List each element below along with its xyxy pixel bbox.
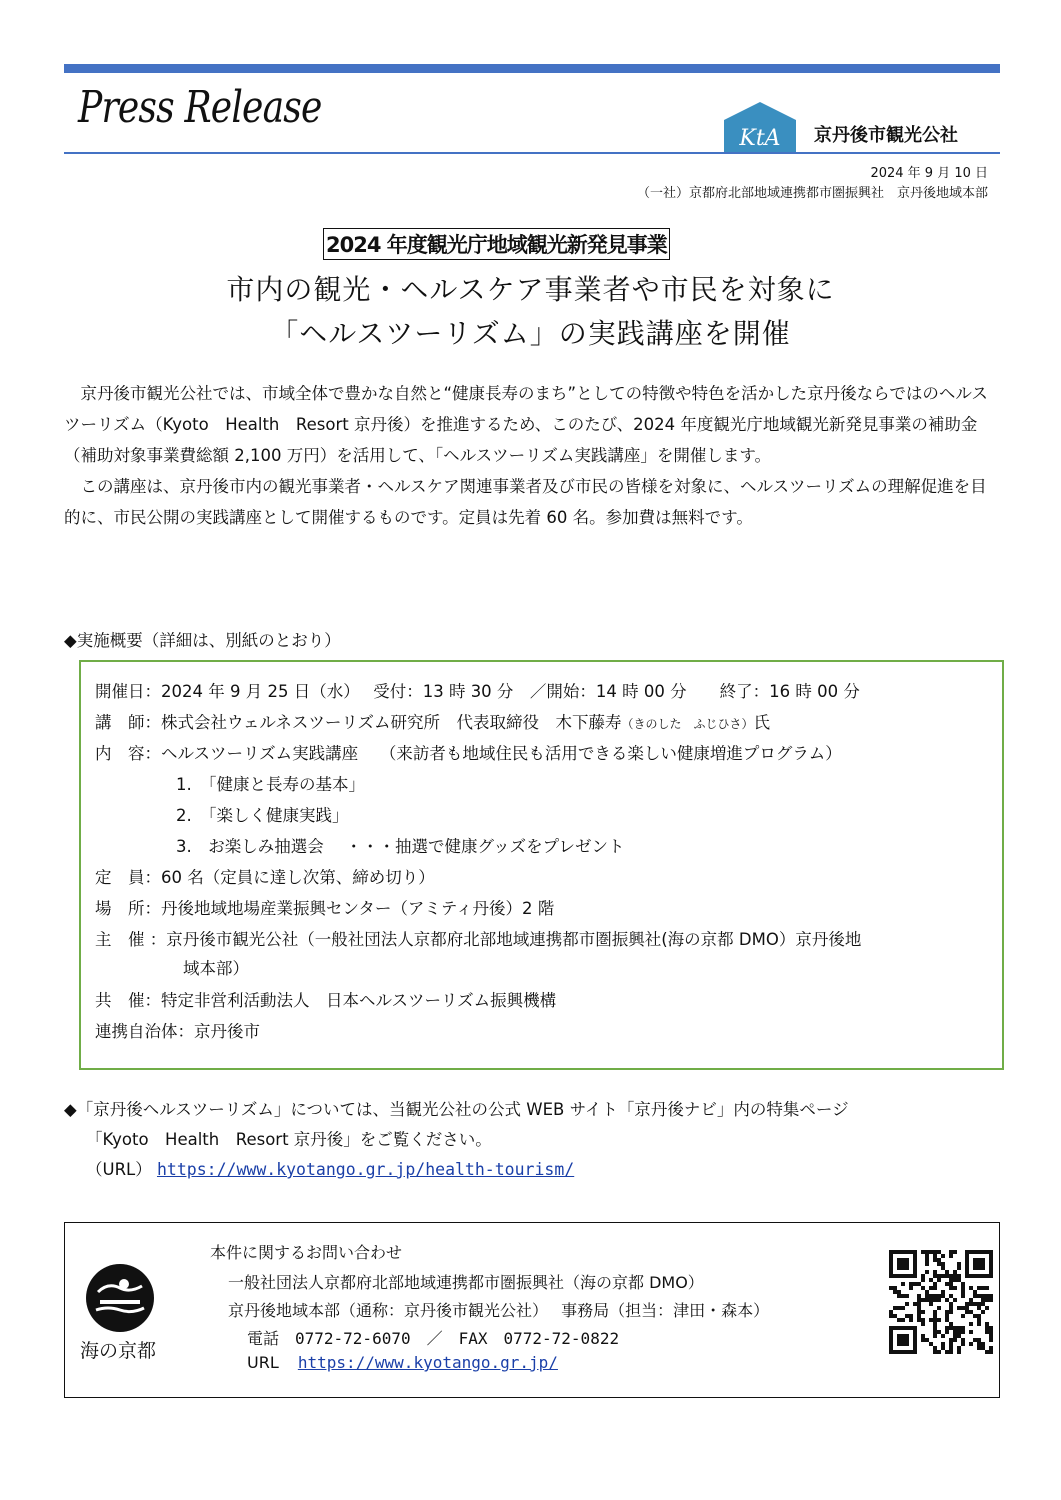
detail-partner-row [95, 1018, 260, 1042]
detail-content-label: 内 容： [95, 744, 161, 763]
contact-dept: 京丹後地域本部（通称：京丹後市観光公社） 事務局（担当：津田・森本） [228, 1301, 770, 1320]
details-box [79, 660, 1004, 1070]
org-name: 京丹後市観光公社 [814, 125, 958, 146]
program-item-1: 1. 「健康と長寿の基本」 [176, 775, 365, 794]
body-paragraphs [64, 378, 999, 533]
kyotango-site-link[interactable]: https://www.kyotango.gr.jp/ [297, 1353, 558, 1372]
contact-url-row [247, 1353, 558, 1372]
detail-lecturer-reading: （きのした ふじひさ） [621, 717, 754, 731]
detail-capacity-label: 定 員： [95, 868, 161, 887]
issuer: （一社）京都府北部地域連携都市圏振興社 京丹後地域本部 [636, 186, 988, 201]
project-tag: 2024 年度観光庁地域観光新発見事業 [323, 228, 670, 260]
release-date: 2024 年 9 月 10 日 [870, 166, 988, 181]
headline-line-1: 市内の観光・ヘルスケア事業者や市民を対象に [226, 273, 835, 306]
program-item-2: 2. 「楽しく健康実践」 [176, 806, 349, 825]
website-note [64, 1095, 849, 1185]
detail-content-row [95, 740, 842, 764]
umi-no-kyoto-logo [84, 1262, 156, 1334]
detail-venue-label: 場 所： [95, 899, 161, 918]
detail-organizer-row [95, 926, 861, 950]
qr-code-icon[interactable] [889, 1250, 993, 1354]
detail-organizer-label: 主 催 ： [95, 930, 167, 949]
detail-lecturer-label: 講 師： [95, 713, 161, 732]
detail-cohost-value: 特定非営利活動法人 日本ヘルスツーリズム振興機構 [161, 991, 557, 1010]
details-heading: ◆実施概要（詳細は、別紙のとおり） [64, 631, 341, 650]
kta-house-logo [722, 100, 798, 154]
detail-venue-row [95, 895, 554, 919]
contact-url-label: URL [247, 1353, 279, 1372]
detail-organizer-value: 京丹後市観光公社（一般社団法人京都府北部地域連携都市圏振興社(海の京都 DMO）京丹後地 [166, 930, 862, 949]
detail-lecturer-row [95, 709, 770, 733]
detail-capacity-value: 60 名（定員に達し次第、締め切り） [161, 868, 435, 887]
detail-partner-label: 連携自治体： [95, 1022, 194, 1041]
contact-heading: 本件に関するお問い合わせ [210, 1243, 403, 1262]
detail-date-label: 開催日： [95, 682, 161, 701]
detail-capacity-row [95, 864, 435, 888]
header-top-bar [64, 64, 1000, 73]
health-tourism-link[interactable]: https://www.kyotango.gr.jp/health-tourism/ [156, 1160, 575, 1179]
org-logo-lettering: KtA [739, 126, 781, 151]
detail-date-value: 2024 年 9 月 25 日（水） 受付：13 時 30 分 ／開始：14 時 00 分 終了：16 時 00 分 [161, 682, 860, 701]
detail-lecturer-suffix: 氏 [753, 713, 771, 732]
detail-date-row [95, 678, 860, 702]
contact-phone-fax: 電話 0772-72-6070 ／ FAX 0772-72-0822 [247, 1329, 620, 1348]
press-release-title: Press Release [78, 82, 322, 133]
note-url-row [64, 1155, 849, 1185]
body-paragraph-1: 京丹後市観光公社では、市域全体で豊かな自然と“健康長寿のまち”としての特徴や特色を活かした京丹後ならではのヘルスツーリズム（Kyoto Health Resort 京丹後）を推進するため、このたび、2024 年度観光庁地域観光新発見事業の補助金（補助対象事業費総額 2,100 万円）を活用して、「ヘルスツーリズム実践講座」を開催します。 [64, 384, 988, 465]
detail-partner-value: 京丹後市 [194, 1022, 260, 1041]
contact-org: 一般社団法人京都府北部地域連携都市圏振興社（海の京都 DMO） [228, 1273, 704, 1292]
detail-cohost-label: 共 催： [95, 991, 161, 1010]
note-line-2: 「Kyoto Health Resort 京丹後」をご覧ください。 [86, 1130, 492, 1149]
header-divider [64, 152, 1000, 154]
headline-line-2: 「ヘルスツーリズム」の実践講座を開催 [270, 317, 791, 350]
detail-lecturer-value: 株式会社ウェルネスツーリズム研究所 代表取締役 木下藤寿 [161, 713, 622, 732]
note-line-1: ◆「京丹後ヘルスツーリズム」については、当観光公社の公式 WEB サイト「京丹後ナビ」内の特集ページ [64, 1100, 849, 1119]
program-item-3: 3. お楽しみ抽選会 ・・・抽選で健康グッズをプレゼント [176, 837, 625, 856]
umi-no-kyoto-caption: 海の京都 [80, 1340, 157, 1362]
detail-cohost-row [95, 987, 556, 1011]
detail-venue-value: 丹後地域地場産業振興センター（アミティ丹後）2 階 [161, 899, 555, 918]
body-paragraph-2: この講座は、京丹後市内の観光事業者・ヘルスケア関連事業者及び市民の皆様を対象に、ヘルスツーリズムの理解促進を目的に、市民公開の実践講座として開催するものです。定員は先着 60 名。参加費は無料です。 [64, 477, 987, 527]
detail-organizer-line-2: 域本部） [183, 959, 249, 978]
note-url-label: （URL） [86, 1160, 152, 1179]
detail-content-value: ヘルスツーリズム実践講座 （来訪者も地域住民も活用できる楽しい健康増進プログラム） [161, 744, 842, 763]
